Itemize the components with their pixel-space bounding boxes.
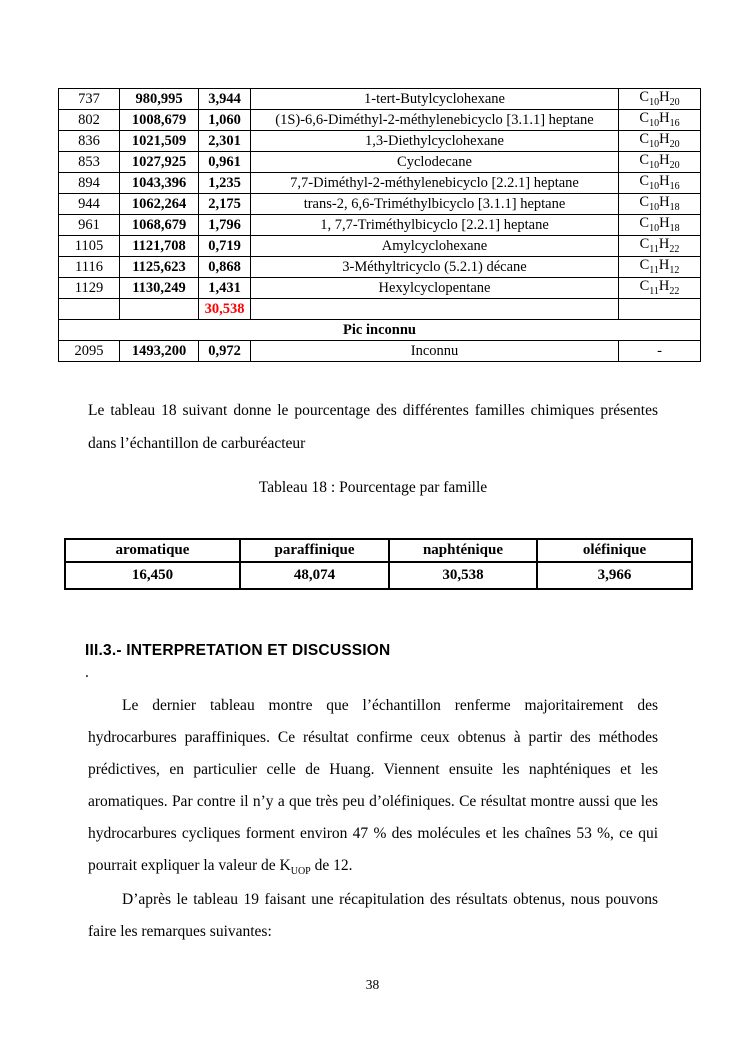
closing-paragraph: D’après le tableau 19 faisant une récapitulation des résultats obtenus, nous pouvons faire les remarques suivantes: [88,891,658,940]
discussion-text: Le dernier tableau montre que l’échantillon renferme majoritairement des hydrocarbures paraffiniques. Ce résultat confirme ceux obtenus à partir des méthodes prédictives, en particulier celle de Huang. Viennent ensuite les naphténiques et les aromatiques. Par contre il n’y a que très peu d’oléfiniques. Ce résultat montre aussi que les hydrocarbures cycliques forment environ 47 % des molécules et les chaînes 53 %, ce qui pourrait expliquer la valeur de K [88,697,658,874]
peak-number: 836 [59,131,120,152]
peak-number: 961 [59,215,120,236]
retention-value: 1125,623 [120,257,199,278]
peak-number: 1105 [59,236,120,257]
empty-cell [120,299,199,320]
page-number: 38 [365,977,380,992]
compound-formula: $C_{10}H_{16}$ [619,173,701,194]
value-naphtenique: 30,538 [389,562,537,589]
table-row [59,89,701,110]
table-row [59,131,701,152]
compound-formula: $C_{10}H_{20}$ [619,131,701,152]
retention-value: 1068,679 [120,215,199,236]
values-row [65,562,692,589]
section-label: Pic inconnu [59,320,701,341]
percent-value: 3,944 [199,89,251,110]
compound-formula: $C_{10}H_{20}$ [619,89,701,110]
table-row [59,215,701,236]
compound-name: Amylcyclohexane [251,236,619,257]
compound-name: Hexylcyclopentane [251,278,619,299]
discussion-paragraph [88,690,658,888]
table-row [59,236,701,257]
compound-name: 1-tert-Butylcyclohexane [251,89,619,110]
peak-number: 737 [59,89,120,110]
percent-value: 2,175 [199,194,251,215]
peak-number: 802 [59,110,120,131]
percent-value: 1,060 [199,110,251,131]
family-percentage-table [64,538,693,590]
compound-formula: $C_{10}H_{16}$ [619,110,701,131]
empty-cell [251,299,619,320]
header-olefinique: oléfinique [537,539,692,562]
table-row [59,152,701,173]
percent-value: 0,719 [199,236,251,257]
table-row [59,257,701,278]
compound-formula: $C_{10}H_{18}$ [619,194,701,215]
compound-formula: - [619,341,701,362]
compound-formula: $C_{11}H_{22}$ [619,278,701,299]
value-olefinique: 3,966 [537,562,692,589]
compound-formula: $C_{10}H_{20}$ [619,152,701,173]
header-aromatique: aromatique [65,539,240,562]
retention-value: 1121,708 [120,236,199,257]
empty-cell [619,299,701,320]
peak-number: 1129 [59,278,120,299]
peak-number: 2095 [59,341,120,362]
compound-name: Inconnu [251,341,619,362]
compound-formula: $C_{11}H_{12}$ [619,257,701,278]
kuop-subscript: UOP [290,866,311,878]
compound-name: 1,3-Diethylcyclohexane [251,131,619,152]
table-row [59,194,701,215]
unknown-peak-row [59,341,701,362]
compound-name: 3-Méthyltricyclo (5.2.1) décane [251,257,619,278]
compound-name: Cyclodecane [251,152,619,173]
compound-name: 1, 7,7-Triméthylbicyclo [2.2.1] heptane [251,215,619,236]
header-row [65,539,692,562]
compound-name: (1S)-6,6-Diméthyl-2-méthylenebicyclo [3.1.1] heptane [251,110,619,131]
peak-number: 853 [59,152,120,173]
percent-value: 1,431 [199,278,251,299]
percent-value: 2,301 [199,131,251,152]
peak-number: 944 [59,194,120,215]
subtotal-row [59,299,701,320]
retention-value: 1043,396 [120,173,199,194]
table-row [59,278,701,299]
retention-value: 1062,264 [120,194,199,215]
compounds-table [58,88,701,362]
header-naphtenique: naphténique [389,539,537,562]
retention-value: 1021,509 [120,131,199,152]
table-row [59,173,701,194]
section-row [59,320,701,341]
percent-value: 0,972 [199,341,251,362]
stray-dot: . [85,664,89,681]
peak-number: 894 [59,173,120,194]
retention-value: 1008,679 [120,110,199,131]
value-aromatique: 16,450 [65,562,240,589]
retention-value: 1027,925 [120,152,199,173]
section-heading: III.3.- INTERPRETATION ET DISCUSSION [85,642,391,659]
compound-name: 7,7-Diméthyl-2-méthylenebicyclo [2.2.1] heptane [251,173,619,194]
retention-value: 980,995 [120,89,199,110]
percent-value: 1,796 [199,215,251,236]
value-paraffinique: 48,074 [240,562,389,589]
table-row [59,110,701,131]
percent-value: 0,961 [199,152,251,173]
compound-formula: $C_{11}H_{22}$ [619,236,701,257]
compound-formula: $C_{10}H_{18}$ [619,215,701,236]
retention-value: 1130,249 [120,278,199,299]
intro-paragraph: Le tableau 18 suivant donne le pourcentage des différentes familles chimiques présentes dans l’échantillon de carburéacteur [88,402,658,452]
empty-cell [59,299,120,320]
percent-value: 1,235 [199,173,251,194]
table-caption: Tableau 18 : Pourcentage par famille [258,479,488,496]
compound-name: trans-2, 6,6-Triméthylbicyclo [3.1.1] heptane [251,194,619,215]
percent-value: 0,868 [199,257,251,278]
discussion-text-end: de 12. [310,857,353,874]
retention-value: 1493,200 [120,341,199,362]
header-paraffinique: paraffinique [240,539,389,562]
peak-number: 1116 [59,257,120,278]
naphtenic-subtotal: 30,538 [199,299,251,320]
